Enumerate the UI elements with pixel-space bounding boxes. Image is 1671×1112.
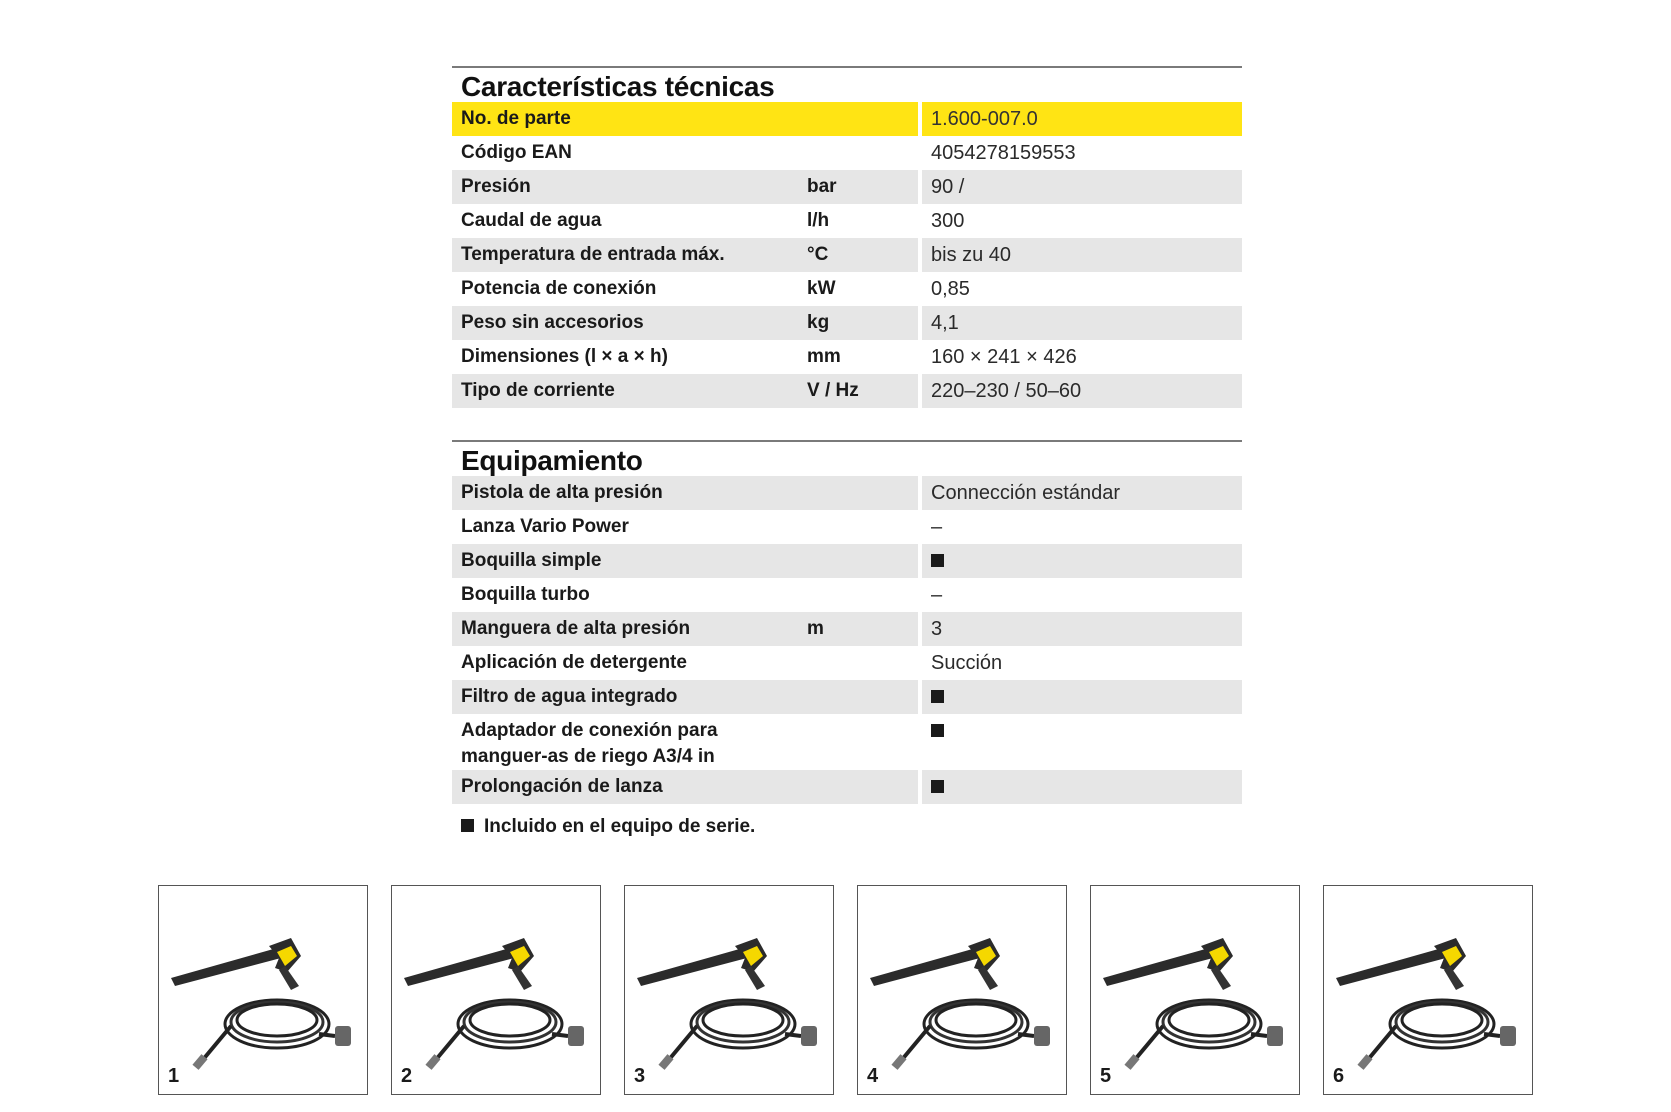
row-label: Boquilla turbo (461, 584, 590, 605)
row-label: Manguera de alta presión (452, 612, 798, 646)
spray-gun-and-hose-icon (858, 886, 1066, 1094)
row-unit (798, 770, 918, 804)
spec-sheet (452, 66, 1242, 842)
table-row (452, 102, 1242, 136)
row-unit: bar (798, 170, 918, 204)
table-row (452, 714, 1242, 770)
accessory-thumbnail (158, 885, 368, 1095)
row-unit: mm (807, 346, 841, 367)
row-label: No. de parte (452, 102, 798, 136)
row-unit: m (798, 612, 918, 646)
row-unit (798, 136, 918, 170)
row-label: Peso sin accesorios (452, 306, 798, 340)
row-value: Connección estándar (922, 476, 1242, 510)
row-label: Temperatura de entrada máx. (452, 238, 798, 272)
table-row (452, 646, 1242, 680)
row-unit: °C (798, 238, 918, 272)
equip-section-title: Equipamiento (461, 445, 643, 476)
accessory-thumbnail (624, 885, 834, 1095)
row-unit (798, 544, 918, 578)
tech-spec-table (452, 102, 1242, 408)
spray-gun-and-hose-icon (392, 886, 600, 1094)
table-row (452, 770, 1242, 804)
row-label: Adaptador de conexión para manguer-as de riego A3/4 in (461, 720, 718, 767)
spray-gun-and-hose-icon (159, 886, 367, 1094)
row-value (922, 544, 1242, 578)
row-unit (798, 102, 918, 136)
row-value: Succión (931, 652, 1003, 674)
row-label: Código EAN (461, 142, 572, 163)
spray-gun-and-hose-icon (625, 886, 833, 1094)
table-row (452, 544, 1242, 578)
spray-gun-and-hose-icon (1091, 886, 1299, 1094)
row-label: Tipo de corriente (452, 374, 798, 408)
row-label: Pistola de alta presión (452, 476, 798, 510)
row-unit: kW (807, 278, 836, 299)
tech-section-title: Características técnicas (461, 71, 775, 102)
row-value: – (931, 516, 943, 538)
row-label: Boquilla simple (452, 544, 798, 578)
row-label: Dimensiones (l × a × h) (461, 346, 668, 367)
included-square-icon (931, 690, 944, 703)
row-unit (798, 476, 918, 510)
row-unit: l/h (807, 210, 830, 231)
accessory-thumbnails (158, 885, 1538, 1097)
table-row (452, 306, 1242, 340)
accessory-thumbnail (857, 885, 1067, 1095)
table-row (452, 578, 1242, 612)
row-value: bis zu 40 (922, 238, 1242, 272)
table-row (452, 374, 1242, 408)
row-value: 4054278159553 (931, 142, 1076, 164)
row-value: 160 × 241 × 426 (931, 346, 1077, 368)
table-row (452, 170, 1242, 204)
row-value: 4,1 (922, 306, 1242, 340)
table-row (452, 340, 1242, 374)
accessory-thumbnail (1323, 885, 1533, 1095)
row-unit: kg (798, 306, 918, 340)
accessory-thumbnail (391, 885, 601, 1095)
row-unit (798, 646, 918, 680)
row-value: 90 / (922, 170, 1242, 204)
row-label: Potencia de conexión (461, 278, 657, 299)
row-value: 220–230 / 50–60 (922, 374, 1242, 408)
row-value: 300 (931, 210, 965, 232)
row-value (922, 770, 1242, 804)
thumbnail-number: 6 (1333, 1065, 1345, 1087)
table-row (452, 680, 1242, 714)
row-value: 1.600-007.0 (922, 102, 1242, 136)
row-label: Prolongación de lanza (452, 770, 798, 804)
table-row (452, 510, 1242, 544)
table-row (452, 476, 1242, 510)
row-label: Filtro de agua integrado (452, 680, 798, 714)
row-unit: V / Hz (798, 374, 918, 408)
row-label: Presión (452, 170, 798, 204)
row-label: Aplicación de detergente (461, 652, 687, 673)
row-unit (798, 680, 918, 714)
row-value: 3 (922, 612, 1242, 646)
included-square-icon (931, 554, 944, 567)
row-unit (798, 510, 918, 544)
thumbnail-number: 2 (401, 1065, 413, 1087)
row-value: – (931, 584, 943, 606)
table-row (452, 204, 1242, 238)
table-row (452, 136, 1242, 170)
footnote-text: Incluido en el equipo de serie. (484, 816, 756, 837)
included-square-icon (461, 819, 474, 832)
row-value (922, 680, 1242, 714)
table-row (452, 238, 1242, 272)
row-value (922, 714, 1242, 770)
thumbnail-number: 1 (168, 1065, 180, 1087)
footnote (452, 812, 1242, 842)
accessory-thumbnail (1090, 885, 1300, 1095)
table-row (452, 612, 1242, 646)
equipment-table (452, 476, 1242, 804)
row-unit (798, 578, 918, 612)
included-square-icon (931, 780, 944, 793)
thumbnail-number: 4 (867, 1065, 879, 1087)
row-label: Caudal de agua (461, 210, 602, 231)
included-square-icon (931, 724, 944, 737)
row-unit (798, 714, 918, 770)
thumbnail-number: 3 (634, 1065, 646, 1087)
table-row (452, 272, 1242, 306)
thumbnail-number: 5 (1100, 1065, 1112, 1087)
row-value: 0,85 (931, 278, 970, 300)
row-label: Lanza Vario Power (461, 516, 629, 537)
spray-gun-and-hose-icon (1324, 886, 1532, 1094)
